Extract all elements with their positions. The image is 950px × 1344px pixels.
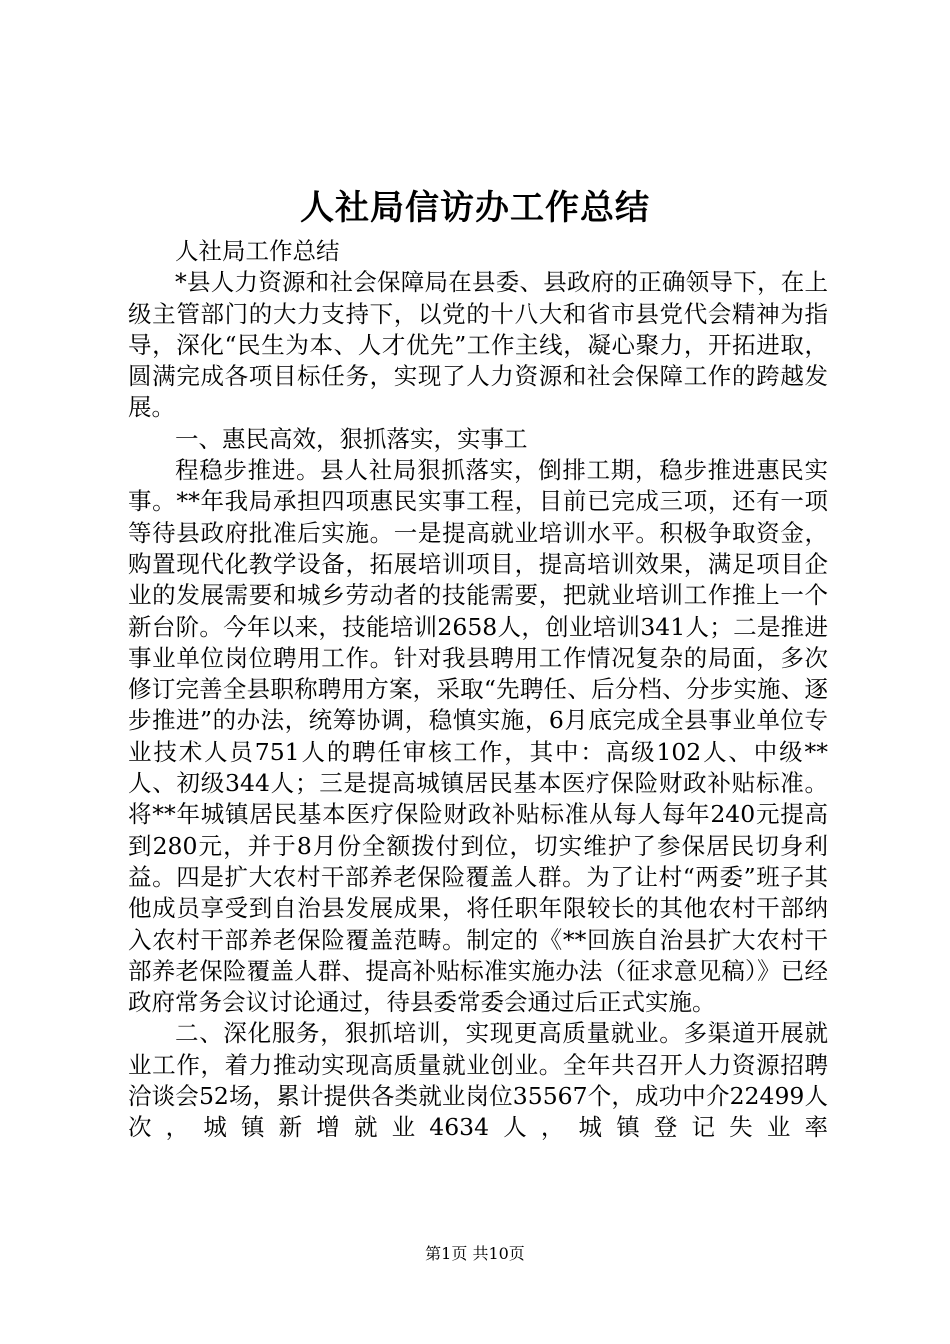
section-one-paragraph: 程稳步推进。县人社局狠抓落实，倒排工期，稳步推进惠民实事。**年我局承担四项惠民实事工程，目前已完成三项，还有一项等待县政府批准后实施。一是提高就业培训水平。积极争取资金，购置现代化教学设备，拓展培训项目，提高培训效果，满足项目企业的发展需要和城乡劳动者的技能需要，把就业培训工作推上一个新台阶。今年以来，技能培训2658人，创业培训341人；二是推进事业单位岗位聘用工作。针对我县聘用工作情况复杂的局面，多次修订完善全县职称聘用方案，采取“先聘任、后分档、分步实施、逐步推进”的办法，统筹协调，稳慎实施，6月底完成全县事业单位专业技术人员751人的聘任审核工作，其中：高级102人、中级**人、初级344人；三是提高城镇居民基本医疗保险财政补贴标准。将**年城镇居民基本医疗保险财政补贴标准从每人每年240元提高到280元，并于8月份全额拨付到位，切实维护了参保居民切身利益。四是扩大农村干部养老保险覆盖人群。为了让村“两委”班子其他成员享受到自治县发展成果，将任职年限较长的其他农村干部纳入农村干部养老保险覆盖范畴。制定的《**回族自治县扩大农村干部养老保险覆盖人群、提高补贴标准实施办法（征求意见稿）》已经政府常务会议讨论通过，待县委常委会通过后正式实施。 bbox=[128, 456, 828, 1017]
document-body bbox=[128, 236, 828, 1144]
subtitle-paragraph: 人社局工作总结 bbox=[175, 237, 340, 265]
document-title: 人社局信访办工作总结 bbox=[300, 188, 650, 228]
intro-paragraph: *县人力资源和社会保障局在县委、县政府的正确领导下，在上级主管部门的大力支持下，以党的十八大和省市县党代会精神为指导，深化“民生为本、人才优先”工作主线，凝心聚力，开拓进取，圆满完成各项目标任务，实现了人力资源和社会保障工作的跨越发展。 bbox=[128, 268, 828, 422]
section-two-paragraph: 二、深化服务，狠抓培训，实现更高质量就业。多渠道开展就业工作，着力推动实现高质量就业创业。全年共召开人力资源招聘洽谈会52场，累计提供各类就业岗位35567个，成功中介22499人次，城镇新增就业4634人，城镇登记失业率 bbox=[128, 1019, 828, 1142]
section-one-heading: 一、惠民高效，狠抓落实，实事工 bbox=[175, 424, 528, 453]
page-footer: 第1页 共10页 bbox=[425, 1244, 525, 1263]
